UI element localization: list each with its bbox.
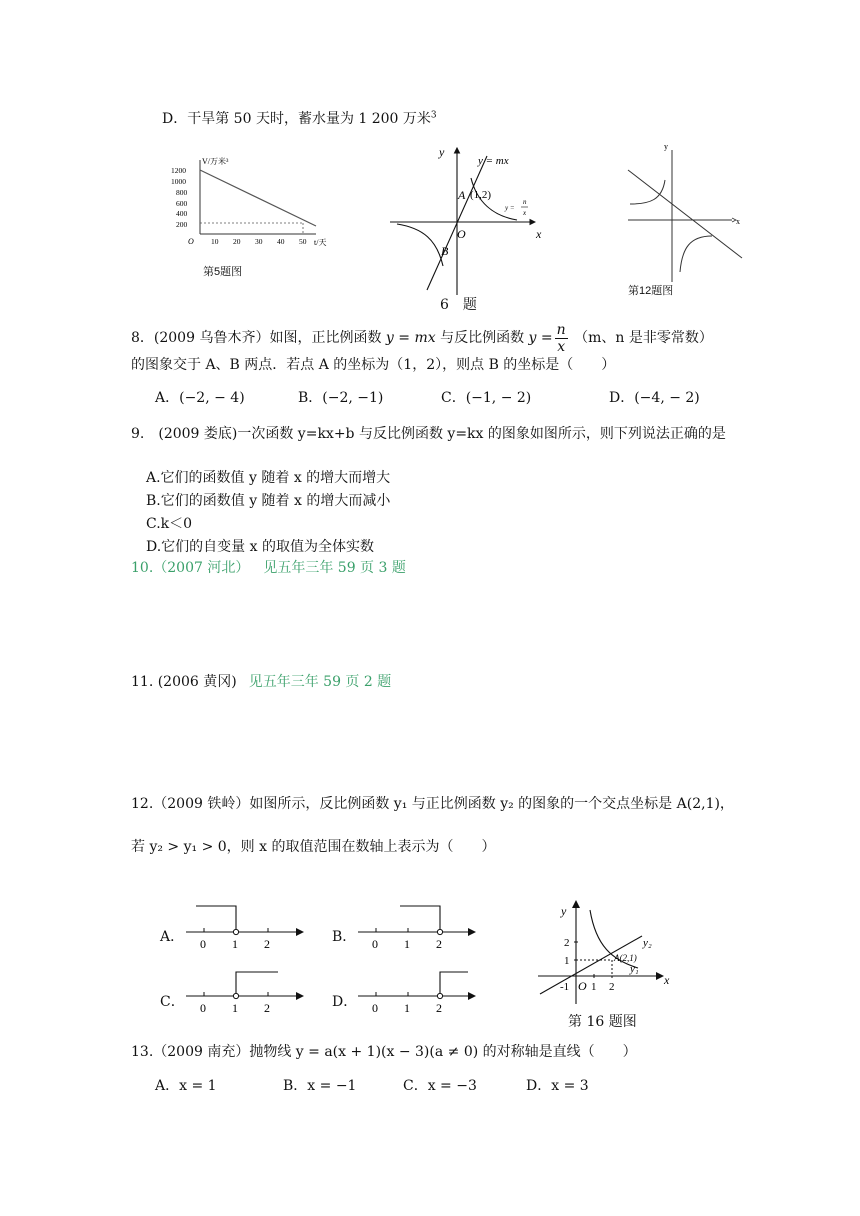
q13-option-c: C．x = −3: [403, 1078, 477, 1094]
fig12-y-label: y: [664, 142, 668, 151]
fig6-origin: O: [457, 227, 466, 241]
fig6-x-label: x: [536, 227, 542, 241]
fig16-label-y1: y₁: [630, 963, 639, 975]
q7-option-d-sup: 3: [430, 110, 437, 121]
fig5-ytick: 200: [176, 220, 188, 229]
q8-option-b: B．(−2, −1): [298, 390, 384, 406]
tick-label: 0: [200, 1001, 206, 1015]
fig12-graph: [620, 140, 750, 288]
q12-numberline-a: [184, 902, 312, 952]
tick-label: 0: [372, 937, 378, 951]
fig5-ytick: 1200: [171, 166, 186, 175]
fig5-graph: [168, 152, 348, 287]
open-point: [233, 929, 238, 934]
fig6-y-label: y: [439, 145, 445, 159]
q11-prefix: 11. (2006 黄冈): [131, 674, 237, 690]
fig5-line: [200, 170, 316, 226]
fig5-xlabel: t/天: [314, 238, 327, 247]
tick-label: 2: [436, 1001, 442, 1015]
q10-ref: 见五年三年 59 页 3 题: [263, 560, 406, 576]
tick-label: 2: [264, 937, 270, 951]
fig5-xtick: 30: [255, 237, 263, 246]
fig5-ytick: 400: [176, 209, 188, 218]
fig5-xtick: 20: [233, 237, 241, 246]
fig16-y2-tick: 2: [564, 937, 570, 949]
fig16-origin: O: [578, 979, 587, 993]
q12-label-c: C．: [160, 994, 185, 1010]
fig5-ytick: 800: [176, 188, 188, 197]
fig6-curve-label-x: x: [523, 209, 527, 217]
tick-label: 1: [404, 937, 410, 951]
fig16-point: A(2,1): [614, 953, 637, 963]
q12-numberline-b: [356, 902, 484, 952]
q8-eq2-fraction: [555, 322, 568, 355]
open-point: [437, 993, 442, 998]
fig16-x2-tick: 2: [609, 981, 615, 993]
range-bracket: [400, 906, 440, 929]
fig5-xtick: O: [188, 237, 194, 246]
q9-option-a: A.它们的函数值 y 随着 x 的增大而增大: [146, 470, 391, 486]
fig12-line: [628, 170, 742, 258]
tick-label: 1: [232, 1001, 238, 1015]
fig6-caption: 6 题: [440, 297, 477, 313]
tick-label: 1: [232, 937, 238, 951]
q11-line: [131, 671, 391, 691]
fig12-caption: 第12题图: [628, 285, 674, 297]
tick-label: 2: [436, 937, 442, 951]
q8-line1-a: 8．(2009 乌鲁木齐）如图，正比例函数: [131, 330, 382, 346]
fig12-curve-q2: [630, 180, 665, 204]
q13-stem: 13.（2009 南充）抛物线 y = a(x + 1)(x − 3)(a ≠ 0) 的对称轴是直线（ ）: [131, 1044, 637, 1060]
fig16-x1-tick: 1: [591, 981, 597, 993]
q8-line1-c: （m、n 是非零常数）: [574, 330, 713, 346]
q11-ref: 见五年三年 59 页 2 题: [248, 674, 392, 690]
numberline-arrow: [468, 992, 476, 1000]
q13-option-d: D．x = 3: [526, 1078, 589, 1094]
fig6-point-b: B: [441, 244, 449, 258]
fig16-x-label: x: [664, 973, 670, 987]
q8-eq1: y = mx: [385, 330, 436, 346]
q7-option-d-text: D．干旱第 50 天时，蓄水量为 1 200 万米: [162, 111, 431, 127]
numberline-arrow: [468, 928, 476, 936]
q9-stem: 9. (2009 娄底)一次函数 y=kx+b 与反比例函数 y=kx 的图象如图所示，则下列说法正确的是: [131, 426, 726, 442]
open-point: [233, 993, 238, 998]
q13-option-b: B．x = −1: [283, 1078, 357, 1094]
fig16-y1-tick: 1: [564, 955, 570, 967]
q9-option-c: C.k＜0: [146, 516, 193, 532]
q9-option-b: B.它们的函数值 y 随着 x 的增大而减小: [146, 493, 391, 509]
q12-label-b: B．: [332, 929, 357, 945]
q9-option-d: D.它们的自变量 x 的取值为全体实数: [146, 539, 374, 555]
q8-option-c: C．(−1, − 2): [441, 390, 532, 406]
fig5-ylabel: V/万米³: [202, 157, 229, 166]
q8-line2: 的图象交于 A、B 两点．若点 A 的坐标为（1，2），则点 B 的坐标是（ ）: [131, 357, 616, 373]
range-bracket: [236, 972, 278, 993]
q8-eq2-den: x: [557, 338, 566, 355]
fig16-y-arrow: [572, 900, 580, 908]
fig12-x-label: x: [736, 217, 740, 226]
q12-line2: 若 y₂ > y₁ > 0，则 x 的取值范围在数轴上表示为（ ）: [131, 839, 496, 855]
q12-label-d: D．: [332, 994, 358, 1010]
fig5-xtick: 10: [211, 237, 219, 246]
tick-label: 1: [404, 1001, 410, 1015]
range-bracket: [440, 972, 468, 993]
tick-label: 0: [372, 1001, 378, 1015]
q8-line1: [131, 320, 713, 356]
q8-option-d: D．(−4, − 2): [609, 390, 700, 406]
fig5-xtick: 50: [299, 237, 307, 246]
fig16-label-y2: y₂: [643, 937, 652, 949]
fig6-graph: [385, 140, 555, 298]
range-bracket: [196, 906, 236, 929]
q8-eq2-num: n: [556, 321, 566, 338]
fig16-y-label: y: [561, 904, 567, 918]
fig6-line-label: y = mx: [478, 155, 509, 167]
q8-option-a: A．(−2, − 4): [155, 390, 245, 406]
q12-numberline-c: [184, 966, 312, 1016]
tick-label: 2: [264, 1001, 270, 1015]
fig6-point-a-coord: (1,2): [470, 189, 492, 201]
q12-line1: 12.（2009 铁岭）如图所示，反比例函数 y₁ 与正比例函数 y₂ 的图象的一个交点坐标是 A(2,1)，: [131, 796, 734, 812]
q10-line: [131, 557, 406, 577]
fig16-graph: [530, 898, 680, 1008]
fig16-neg1: -1: [560, 981, 570, 993]
fig16-caption: 第 16 题图: [568, 1014, 637, 1030]
q8-eq2-lhs: y =: [528, 330, 553, 346]
fig5-ytick: 600: [176, 199, 188, 208]
tick-label: 0: [200, 937, 206, 951]
q12-numberline-d: [356, 966, 484, 1016]
fig5-xtick: 40: [277, 237, 285, 246]
q7-option-d: [162, 108, 437, 128]
q8-line1-b: 与反比例函数: [440, 330, 525, 346]
open-point: [437, 929, 442, 934]
fig5-caption: 第5题图: [203, 266, 243, 278]
fig6-point-a: A: [458, 188, 466, 202]
fig16-x-arrow: [656, 972, 664, 980]
fig6-curve-q3: [397, 224, 443, 266]
fig12-curve-q4: [680, 236, 712, 272]
numberline-arrow: [296, 928, 304, 936]
fig6-curve-label-y: y =: [505, 204, 515, 212]
q10-prefix: 10.（2007 河北）: [131, 560, 250, 576]
q13-option-a: A．x = 1: [155, 1078, 217, 1094]
fig6-curve-label-n: n: [523, 198, 527, 206]
q12-label-a: A．: [160, 929, 185, 945]
numberline-arrow: [296, 992, 304, 1000]
fig5-ytick: 1000: [171, 177, 186, 186]
